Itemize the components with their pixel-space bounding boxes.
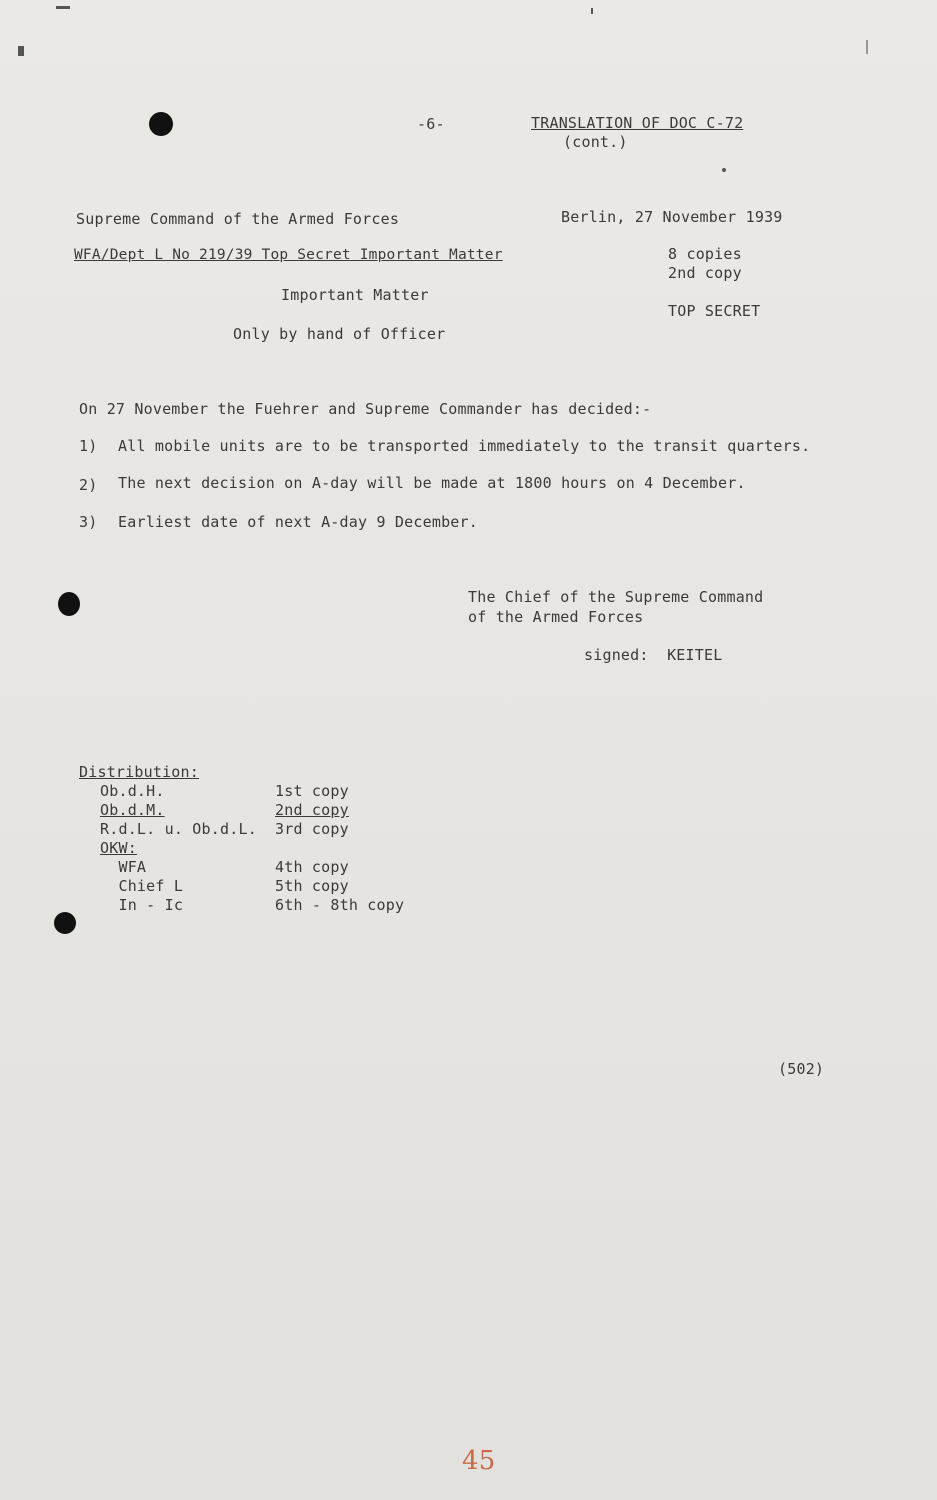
- item-text-1: All mobile units are to be transported immediately to the transit quarters.: [118, 437, 811, 455]
- corner-mark-top: [56, 6, 70, 9]
- paper-speck: [866, 40, 868, 54]
- distribution-to: Chief L: [100, 877, 184, 895]
- distribution-copy: 2nd copy: [275, 801, 349, 819]
- paper-speck: [591, 8, 593, 14]
- distribution-to: R.d.L. u. Ob.d.L.: [100, 820, 257, 838]
- place-date: Berlin, 27 November 1939: [561, 208, 783, 226]
- sender-office: Supreme Command of the Armed Forces: [76, 210, 400, 228]
- distribution-copy: 4th copy: [275, 858, 349, 876]
- item-number-2: 2): [79, 476, 98, 494]
- item-text-3: Earliest date of next A-day 9 December.: [118, 513, 478, 531]
- item-number-1: 1): [79, 437, 98, 455]
- item-text-2: The next decision on A-day will be made at 1800 hours on 4 December.: [118, 474, 746, 492]
- punch-hole-middle: [58, 592, 80, 616]
- signature-title-2: of the Armed Forces: [468, 608, 644, 626]
- distribution-copy: 1st copy: [275, 782, 349, 800]
- document-code: (502): [778, 1060, 825, 1078]
- item-number-3: 3): [79, 513, 98, 531]
- distribution-copy: 6th - 8th copy: [275, 896, 405, 914]
- distribution-to: OKW:: [100, 839, 137, 857]
- translation-title: TRANSLATION OF DOC C-72: [531, 114, 744, 132]
- distribution-copy: 3rd copy: [275, 820, 349, 838]
- page-number: -6-: [417, 115, 445, 133]
- punch-hole-top: [149, 112, 173, 136]
- signature-signed: signed: KEITEL: [584, 646, 723, 664]
- classification: TOP SECRET: [668, 302, 761, 320]
- sender-reference: WFA/Dept L No 219/39 Top Secret Important Matter: [74, 247, 503, 263]
- copies-count: 8 copies: [668, 245, 742, 263]
- paper-speck: [722, 168, 726, 172]
- distribution-copy: 5th copy: [275, 877, 349, 895]
- punch-hole-bottom: [54, 912, 76, 934]
- corner-mark: [18, 46, 24, 56]
- copy-number: 2nd copy: [668, 264, 742, 282]
- distribution-to: WFA: [100, 858, 147, 876]
- hand-of-officer: Only by hand of Officer: [233, 325, 446, 343]
- decision-intro: On 27 November the Fuehrer and Supreme Commander has decided:-: [79, 400, 652, 418]
- distribution-title: Distribution:: [79, 763, 199, 781]
- signature-title-1: The Chief of the Supreme Command: [468, 588, 764, 606]
- distribution-to: Ob.d.H.: [100, 782, 165, 800]
- translation-cont: (cont.): [563, 133, 628, 151]
- distribution-to: In - Ic: [100, 896, 184, 914]
- important-matter: Important Matter: [281, 286, 429, 304]
- distribution-to: Ob.d.M.: [100, 801, 165, 819]
- handwritten-page-number: 45: [462, 1446, 496, 1476]
